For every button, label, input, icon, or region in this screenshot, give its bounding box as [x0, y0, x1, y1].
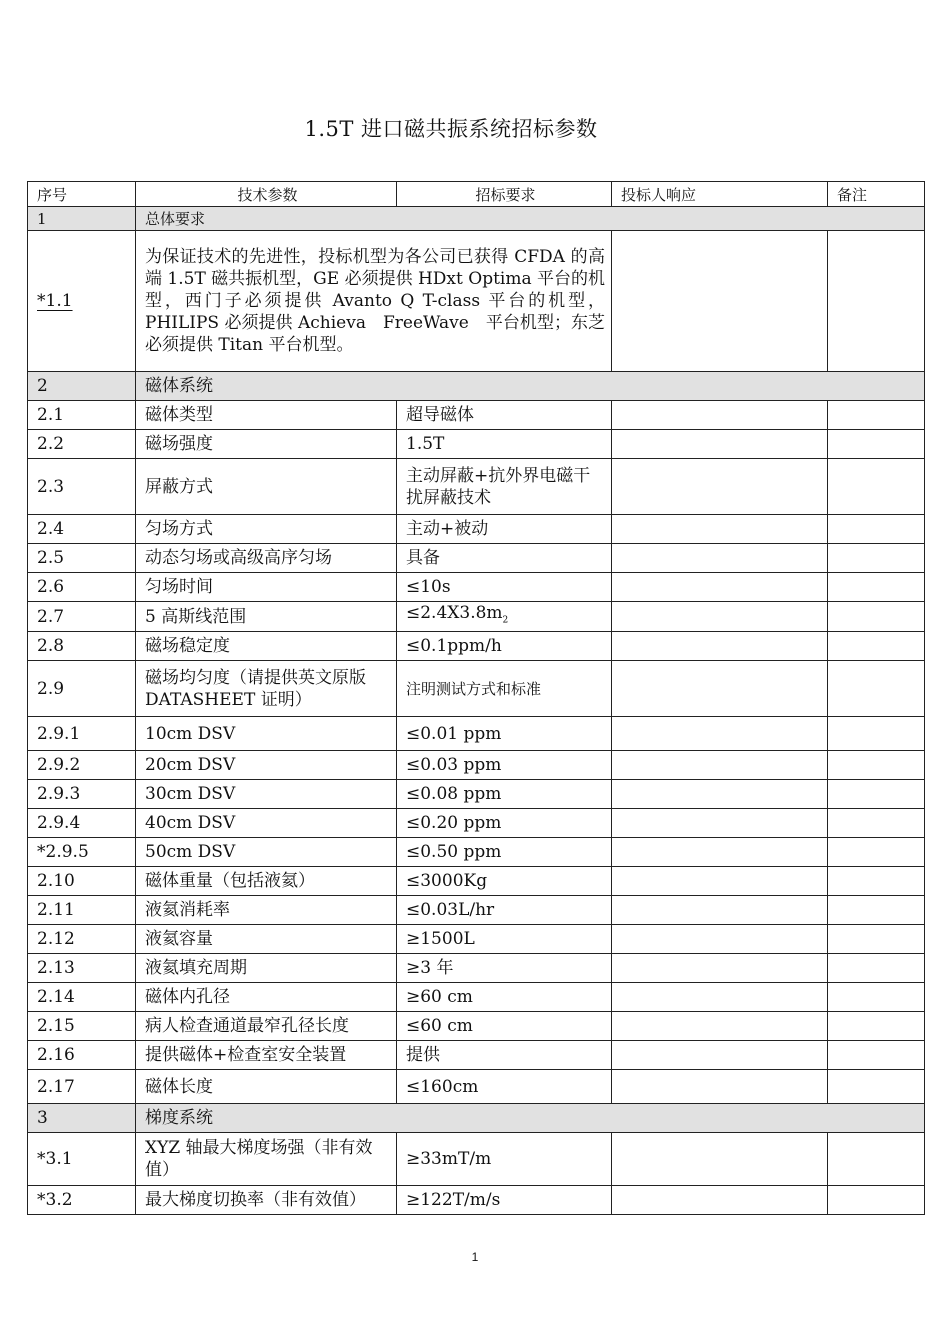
header-no: 序号 [28, 182, 136, 207]
row-response [612, 896, 828, 925]
row-param: 磁场稳定度 [136, 632, 397, 661]
row-no: 2.9.3 [28, 780, 136, 809]
row-no: 2.10 [28, 867, 136, 896]
table-row [28, 632, 925, 661]
row-req: ≤0.03 ppm [397, 751, 612, 780]
row-remark [828, 515, 925, 544]
table-row [28, 809, 925, 838]
row-no: 2.8 [28, 632, 136, 661]
row-param: 磁体长度 [136, 1070, 397, 1104]
row-no: 2.9 [28, 661, 136, 717]
table-row [28, 430, 925, 459]
row-remark [828, 1041, 925, 1070]
row-req: 主动+被动 [397, 515, 612, 544]
row-remark [828, 925, 925, 954]
row-response [612, 983, 828, 1012]
row-no: 2.4 [28, 515, 136, 544]
page-title: 1.5T 进口磁共振系统招标参数 [304, 117, 598, 141]
table-row [28, 983, 925, 1012]
row-no: 2.14 [28, 983, 136, 1012]
row-remark [828, 1133, 925, 1186]
row-param: 磁体内孔径 [136, 983, 397, 1012]
row-param: 磁体类型 [136, 401, 397, 430]
row-remark [828, 459, 925, 515]
row-response [612, 925, 828, 954]
row-response [612, 632, 828, 661]
row-req: 超导磁体 [397, 401, 612, 430]
row-response [612, 717, 828, 751]
row-req: ≤0.03L/hr [397, 896, 612, 925]
section-name: 梯度系统 [136, 1104, 925, 1133]
table-row [28, 1133, 925, 1186]
row-param: 液氦填充周期 [136, 954, 397, 983]
row-param: 匀场时间 [136, 573, 397, 602]
row-remark [828, 544, 925, 573]
row-req-subscript: 2 [502, 615, 509, 626]
row-remark [828, 780, 925, 809]
row-param: 20cm DSV [136, 751, 397, 780]
row-req: ≤0.20 ppm [397, 809, 612, 838]
row-remark [828, 751, 925, 780]
table-row [28, 661, 925, 717]
row-response [612, 231, 828, 372]
row-req [397, 602, 612, 632]
row-remark [828, 231, 925, 372]
row-no: 2.5 [28, 544, 136, 573]
row-no: 2.11 [28, 896, 136, 925]
row-response [612, 459, 828, 515]
section-no: 3 [28, 1104, 136, 1133]
row-no: 2.9.1 [28, 717, 136, 751]
header-remark: 备注 [828, 182, 925, 207]
row-no: 2.9.4 [28, 809, 136, 838]
row-remark [828, 401, 925, 430]
section-name: 总体要求 [136, 207, 925, 231]
row-no: *2.9.5 [28, 838, 136, 867]
section-row-gradient [28, 1104, 925, 1133]
table-row [28, 867, 925, 896]
row-req: ≤0.1ppm/h [397, 632, 612, 661]
row-response [612, 867, 828, 896]
spec-table [27, 181, 925, 1215]
row-req: ≤3000Kg [397, 867, 612, 896]
row-response [612, 809, 828, 838]
table-row [28, 1070, 925, 1104]
row-response [612, 1012, 828, 1041]
table-row [28, 544, 925, 573]
row-remark [828, 632, 925, 661]
row-response [612, 1133, 828, 1186]
row-remark [828, 602, 925, 632]
page-number: 1 [471, 1250, 479, 1264]
row-response [612, 1070, 828, 1104]
row-req: ≤0.50 ppm [397, 838, 612, 867]
table-row [28, 896, 925, 925]
table-row [28, 459, 925, 515]
header-req: 招标要求 [397, 182, 612, 207]
row-response [612, 602, 828, 632]
row-text: 为保证技术的先进性，投标机型为各公司已获得 CFDA 的高端 1.5T 磁共振机型，GE 必须提供 HDxt Optima 平台的机型，西门子必须提供 Avanto Q T-class 平台的机型，PHILIPS 必须提供 Achieva FreeWave 平台机型；东芝必须提供 Titan 平台机型。 [136, 231, 612, 372]
row-response [612, 1041, 828, 1070]
table-row [28, 1041, 925, 1070]
row-param: 屏蔽方式 [136, 459, 397, 515]
row-no: 2.2 [28, 430, 136, 459]
row-response [612, 544, 828, 573]
row-req: ≤160cm [397, 1070, 612, 1104]
row-no: 2.9.2 [28, 751, 136, 780]
table-row [28, 717, 925, 751]
table-row [28, 780, 925, 809]
row-req: 具备 [397, 544, 612, 573]
table-row [28, 838, 925, 867]
row-param: 最大梯度切换率（非有效值） [136, 1186, 397, 1215]
row-remark [828, 717, 925, 751]
row-param: 液氦容量 [136, 925, 397, 954]
table-row [28, 401, 925, 430]
row-response [612, 661, 828, 717]
row-response [612, 401, 828, 430]
row-param: 50cm DSV [136, 838, 397, 867]
table-row [28, 231, 925, 372]
row-param: 磁场均匀度（请提供英文原版 DATASHEET 证明） [136, 661, 397, 717]
table-row [28, 515, 925, 544]
row-no: 2.16 [28, 1041, 136, 1070]
section-row-general [28, 207, 925, 231]
row-remark [828, 954, 925, 983]
table-row [28, 1012, 925, 1041]
table-header-row [28, 182, 925, 207]
row-req-text: ≤2.4X3.8m [406, 603, 503, 623]
row-no: 2.3 [28, 459, 136, 515]
table-row [28, 954, 925, 983]
section-row-magnet [28, 372, 925, 401]
row-req: 注明测试方式和标准 [397, 661, 612, 717]
row-response [612, 751, 828, 780]
row-remark [828, 573, 925, 602]
row-req: ≤0.08 ppm [397, 780, 612, 809]
table-row [28, 573, 925, 602]
section-no: 1 [28, 207, 136, 231]
row-param: 匀场方式 [136, 515, 397, 544]
row-param: 液氦消耗率 [136, 896, 397, 925]
row-response [612, 430, 828, 459]
row-param: 10cm DSV [136, 717, 397, 751]
row-param: 提供磁体+检查室安全装置 [136, 1041, 397, 1070]
row-req: ≤60 cm [397, 1012, 612, 1041]
row-no: *3.1 [28, 1133, 136, 1186]
section-name: 磁体系统 [136, 372, 925, 401]
row-req: ≤0.01 ppm [397, 717, 612, 751]
row-req: ≥60 cm [397, 983, 612, 1012]
row-no: 2.12 [28, 925, 136, 954]
row-req: 提供 [397, 1041, 612, 1070]
row-response [612, 1186, 828, 1215]
row-req: 主动屏蔽+抗外界电磁干扰屏蔽技术 [397, 459, 612, 515]
table-row [28, 925, 925, 954]
table-row [28, 602, 925, 632]
row-response [612, 954, 828, 983]
row-no: 2.1 [28, 401, 136, 430]
row-no: 2.6 [28, 573, 136, 602]
row-req: ≤10s [397, 573, 612, 602]
header-response: 投标人响应 [612, 182, 828, 207]
header-param: 技术参数 [136, 182, 397, 207]
row-remark [828, 1186, 925, 1215]
row-param: 磁体重量（包括液氦） [136, 867, 397, 896]
row-no-text: *1.1 [37, 291, 73, 311]
row-remark [828, 661, 925, 717]
row-param: 30cm DSV [136, 780, 397, 809]
row-req: ≥1500L [397, 925, 612, 954]
row-param: 病人检查通道最窄孔径长度 [136, 1012, 397, 1041]
row-remark [828, 809, 925, 838]
row-response [612, 780, 828, 809]
row-response [612, 838, 828, 867]
row-remark [828, 430, 925, 459]
row-param: 5 高斯线范围 [136, 602, 397, 632]
row-req: ≥122T/m/s [397, 1186, 612, 1215]
row-param: 动态匀场或高级高序匀场 [136, 544, 397, 573]
row-req: 1.5T [397, 430, 612, 459]
row-no [28, 231, 136, 372]
row-no: 2.13 [28, 954, 136, 983]
table-row [28, 751, 925, 780]
row-param: 磁场强度 [136, 430, 397, 459]
row-remark [828, 867, 925, 896]
row-no: 2.15 [28, 1012, 136, 1041]
row-param: 40cm DSV [136, 809, 397, 838]
row-req: ≥3 年 [397, 954, 612, 983]
row-remark [828, 1070, 925, 1104]
row-remark [828, 838, 925, 867]
row-no: 2.7 [28, 602, 136, 632]
row-req: ≥33mT/m [397, 1133, 612, 1186]
row-no: *3.2 [28, 1186, 136, 1215]
row-param: XYZ 轴最大梯度场强（非有效值） [136, 1133, 397, 1186]
table-row [28, 1186, 925, 1215]
row-no: 2.17 [28, 1070, 136, 1104]
section-no: 2 [28, 372, 136, 401]
row-remark [828, 983, 925, 1012]
row-remark [828, 896, 925, 925]
row-remark [828, 1012, 925, 1041]
row-response [612, 573, 828, 602]
row-response [612, 515, 828, 544]
